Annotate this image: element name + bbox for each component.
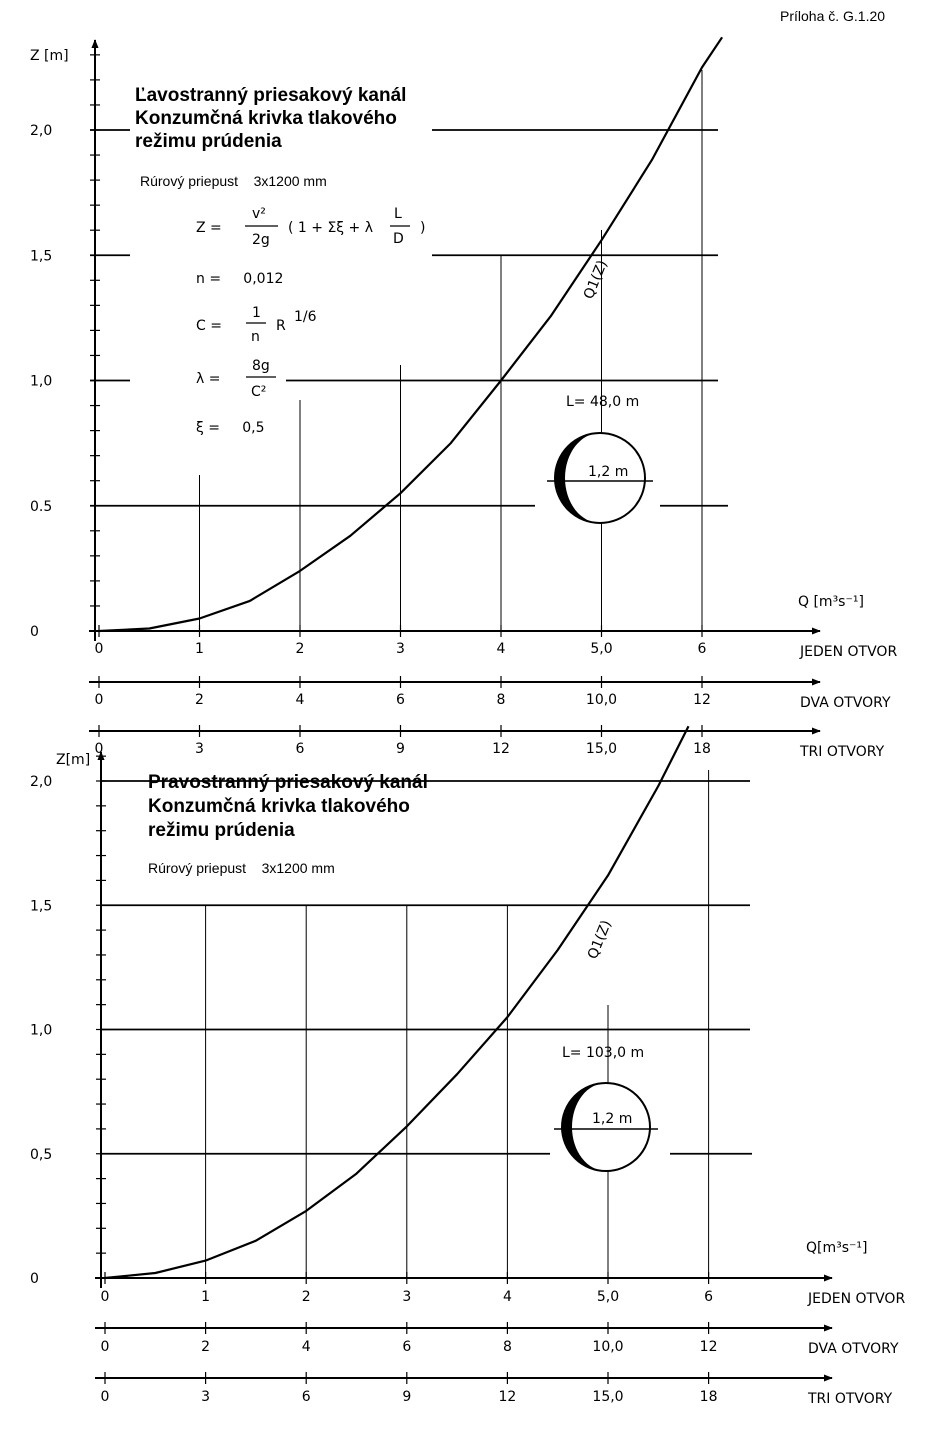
x-tick-label: 15,0 xyxy=(585,741,618,757)
formula-c-exponent: 1/6 xyxy=(294,309,317,325)
formula-c-prefix: C = xyxy=(196,318,222,334)
y-tick-label: 1,5 xyxy=(30,898,53,915)
x-tick-label: 1 xyxy=(195,641,204,657)
x-tick-label: 2 xyxy=(201,1339,211,1355)
formula-l-denominator: D xyxy=(393,231,404,247)
x-tick-label: 12 xyxy=(498,1389,517,1405)
chart-title: Ľavostranný priesakový kanál xyxy=(135,85,407,106)
page-label: Príloha č. G.1.20 xyxy=(780,8,886,24)
x-tick-label: 12 xyxy=(699,1339,718,1355)
x-tick-label: 4 xyxy=(301,1339,311,1355)
chart-subtitle-line-1: Konzumčná krivka tlakového xyxy=(148,796,410,817)
pipe-length-label: L= 103,0 m xyxy=(562,1045,645,1061)
x-axis-name: TRI OTVORY xyxy=(808,1391,893,1407)
x-tick-label: 6 xyxy=(697,641,707,657)
x-tick-label: 4 xyxy=(295,692,305,708)
formula-z-denominator: 2g xyxy=(252,232,270,248)
x-tick-label: 6 xyxy=(301,1389,311,1405)
chart-left-canal xyxy=(30,37,897,760)
x-tick-label: 1 xyxy=(201,1289,211,1305)
chart-title: Pravostranný priesakový kanál xyxy=(148,772,428,793)
y-tick-label: 2,0 xyxy=(30,123,53,139)
x-tick-label: 3 xyxy=(402,1289,412,1305)
x-tick-label: 15,0 xyxy=(592,1389,624,1405)
x-tick-label: 8 xyxy=(496,692,506,708)
x-axis-name: DVA OTVORY xyxy=(800,695,891,711)
y-tick-label: 1,0 xyxy=(30,1022,53,1039)
x-axis-name: JEDEN OTVOR xyxy=(808,1291,906,1307)
x-tick-label: 5,0 xyxy=(596,1289,620,1305)
formula-z-prefix: Z = xyxy=(196,220,222,236)
x-tick-label: 6 xyxy=(295,741,305,757)
formula-n: n = 0,012 xyxy=(196,271,284,287)
formula-lambda-prefix: λ = xyxy=(196,371,221,387)
curve-label: Q1(Z) xyxy=(580,257,611,302)
x-axis-name: DVA OTVORY xyxy=(808,1341,899,1357)
x-tick-label: 0 xyxy=(100,1339,110,1355)
x-tick-label: 3 xyxy=(201,1389,211,1405)
x-axis-name: JEDEN OTVOR xyxy=(800,644,898,660)
x-tick-label: 10,0 xyxy=(585,692,618,708)
chart-subtitle-line-2: režimu prúdenia xyxy=(148,820,295,841)
curve-label: Q1(Z) xyxy=(584,917,615,962)
formula-c-r: R xyxy=(276,318,286,334)
x-tick-label: 2 xyxy=(195,692,204,708)
x-tick-label: 9 xyxy=(396,741,405,757)
x-tick-label: 0 xyxy=(94,741,104,757)
formula-xi: ξ = 0,5 xyxy=(196,420,265,436)
x-tick-label: 2 xyxy=(295,641,305,657)
culvert-label: Rúrový priepust 3x1200 mm xyxy=(140,173,327,189)
x-tick-label: 0 xyxy=(100,1389,110,1405)
x-tick-label: 6 xyxy=(402,1339,412,1355)
formula-c-numerator: 1 xyxy=(252,305,261,321)
x-tick-label: 3 xyxy=(195,741,204,757)
x-tick-label: 5,0 xyxy=(590,641,613,657)
y-tick-label: 0,5 xyxy=(30,1146,53,1163)
y-tick-label: 0.5 xyxy=(30,498,53,515)
x-tick-label: 18 xyxy=(699,1389,718,1405)
x-tick-label: 2 xyxy=(301,1289,311,1305)
pipe-cross-section-icon xyxy=(554,1083,658,1171)
y-tick-label: 0 xyxy=(30,624,39,640)
chart-subtitle-line-1: Konzumčná krivka tlakového xyxy=(135,108,397,129)
x-axis-label: Q [m³s⁻¹] xyxy=(798,594,864,610)
pipe-diameter-label: 1,2 m xyxy=(592,1111,633,1127)
formula-lambda-denominator: C² xyxy=(251,384,267,400)
y-tick-label: 2,0 xyxy=(30,774,53,790)
x-tick-label: 4 xyxy=(502,1289,512,1305)
formula-l-numerator: L xyxy=(394,206,402,222)
x-tick-label: 8 xyxy=(502,1339,512,1355)
y-tick-label: 1,5 xyxy=(30,248,53,265)
pipe-diameter-label: 1,2 m xyxy=(588,464,629,480)
culvert-label: Rúrový priepust 3x1200 mm xyxy=(148,860,335,876)
y-axis-label: Z[m] xyxy=(56,752,91,768)
x-tick-label: 6 xyxy=(396,692,405,708)
pipe-length-label: L= 48,0 m xyxy=(566,394,640,410)
x-tick-label: 18 xyxy=(693,741,711,757)
x-axis-name: TRI OTVORY xyxy=(800,744,885,760)
x-tick-label: 0 xyxy=(94,692,104,708)
x-tick-label: 10,0 xyxy=(592,1339,624,1355)
chart-right-canal xyxy=(30,726,905,1407)
x-axis-label: Q[m³s⁻¹] xyxy=(806,1240,868,1256)
y-tick-label: 0 xyxy=(30,1271,39,1287)
y-tick-label: 1,0 xyxy=(30,373,53,390)
x-tick-label: 3 xyxy=(396,641,405,657)
x-tick-label: 0 xyxy=(94,641,104,657)
pipe-cross-section-icon xyxy=(547,433,653,523)
x-tick-label: 12 xyxy=(492,741,510,757)
x-tick-label: 0 xyxy=(100,1289,110,1305)
x-tick-label: 4 xyxy=(496,641,506,657)
chart-subtitle-line-2: režimu prúdenia xyxy=(135,131,282,152)
formula-lambda-numerator: 8g xyxy=(252,358,270,374)
formula-block xyxy=(196,206,425,436)
formula-z-bracket: ( 1 + Σξ + λ xyxy=(288,220,374,236)
x-tick-label: 9 xyxy=(402,1389,412,1405)
y-axis-label: Z [m] xyxy=(30,48,69,64)
formula-z-numerator: v² xyxy=(252,206,266,222)
formula-c-denominator: n xyxy=(251,329,260,345)
x-tick-label: 12 xyxy=(693,692,711,708)
formula-z-close: ) xyxy=(420,220,426,236)
x-tick-label: 6 xyxy=(704,1289,714,1305)
